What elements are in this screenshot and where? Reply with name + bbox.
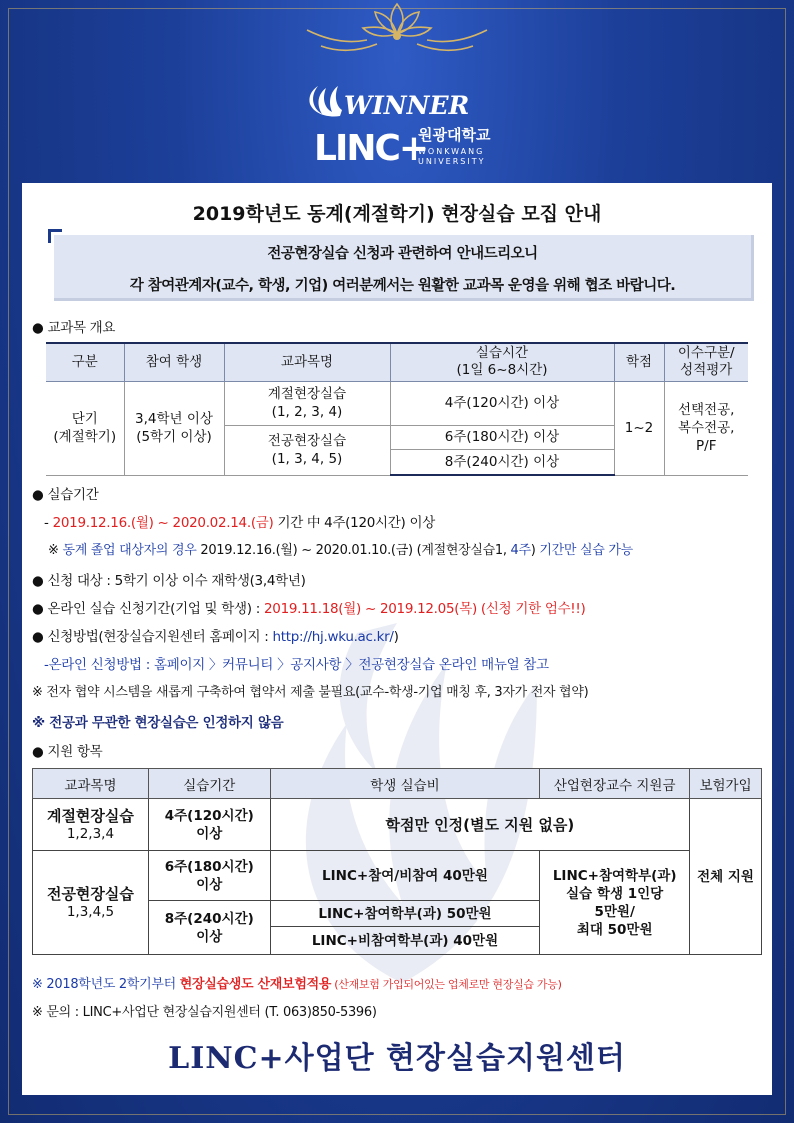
contract-note: ※ 전자 협약 시스템을 새롭게 구축하여 협약서 제출 불필요(교수-학생-기업 매칭 후, 3자가 전자 협약) (32, 685, 589, 700)
content-panel (22, 183, 772, 1095)
support-table (32, 768, 762, 955)
method-path-line: -온라인 신청방법 : 홈페이지 〉커뮤니티 〉공지사항 〉전공현장실습 온라인 매뉴얼 참고 (44, 657, 549, 673)
ov-cell-students: 3,4학년 이상 (5학기 이상) (124, 381, 224, 475)
sp-header-course: 교과목명 (33, 769, 149, 799)
svg-text:WONKWANG: WONKWANG (418, 147, 485, 156)
sp-header-prof: 산업현장교수 지원금 (540, 769, 690, 799)
method-line: ● 신청방법(현장실습지원센터 홈페이지 : http://hj.wku.ac.kr/) (32, 629, 399, 645)
homepage-link[interactable]: http://hj.wku.ac.kr/ (272, 629, 394, 645)
ov-cell-credit: 1~2 (614, 381, 664, 475)
page-title: 2019학년도 동계(계절학기) 현장실습 모집 안내 (192, 203, 602, 225)
ornament-flower-icon (297, 0, 497, 60)
sp-fee-credit-only: 학점만 인정(별도 지원 없음) (270, 799, 689, 851)
winter-grad-label: 동계 졸업 대상자의 경우 (62, 543, 197, 558)
sp-prof-support: LINC+참여학부(과) 실습 학생 1인당 5만원/ 최대 50만원 (540, 851, 690, 955)
sp-header-insurance: 보험가입 (690, 769, 762, 799)
sp-fee-8w-participating: LINC+참여학부(과) 50만원 (270, 901, 540, 927)
sp-period-8w: 8주(240시간) 이상 (148, 901, 270, 955)
ov-cell-category: 단기 (계절학기) (46, 381, 124, 475)
svg-text:UNIVERSITY: UNIVERSITY (418, 157, 486, 166)
contact-note: ※ 문의 : LINC+사업단 현장실습지원센터 (T. 063)850-5396) (32, 1005, 377, 1020)
ov-cell-hours-2: 6주(180시간) 이상 (390, 425, 614, 449)
sp-period-6w: 6주(180시간) 이상 (148, 851, 270, 901)
ov-header-course: 교과목명 (224, 343, 390, 381)
sp-insurance: 전체 지원 (690, 799, 762, 955)
ov-header-students: 참여 학생 (124, 343, 224, 381)
svg-text:원광대학교: 원광대학교 (418, 126, 491, 144)
svg-text:WINNER: WINNER (344, 91, 470, 120)
target-line: ● 신청 대상 : 5학기 이상 이수 재학생(3,4학년) (32, 573, 306, 589)
ov-cell-hours-1: 4주(120시간) 이상 (390, 381, 614, 425)
sp-period-4w: 4주(120시간) 이상 (148, 799, 270, 851)
sp-fee-8w-nonparticipating: LINC+비참여학부(과) 40만원 (270, 927, 540, 955)
period-line-1: - 2019.12.16.(월) ~ 2020.02.14.(금) 기간 中 4주(120시간) 이상 (44, 515, 435, 531)
ov-header-hours: 실습시간 (1일 6~8시간) (390, 343, 614, 381)
ov-header-eval: 이수구분/ 성적평가 (664, 343, 748, 381)
online-period-line: ● 온라인 실습 신청기간(기업 및 학생) : 2019.11.18(월) ~ 2019.12.05(목) (신청 기한 엄수!!) (32, 601, 586, 617)
linc-winner-logo (300, 78, 500, 173)
notice-line-1: 전공현장실습 신청과 관련하여 안내드리오니 (267, 246, 538, 262)
ov-cell-eval: 선택전공, 복수전공, P/F (664, 381, 748, 475)
sp-course-1: 계절현장실습 1,2,3,4 (33, 799, 149, 851)
support-heading: ● 지원 항목 (32, 744, 103, 760)
ov-cell-course-1: 계절현장실습 (1, 2, 3, 4) (224, 381, 390, 425)
major-note: ※ 전공과 무관한 현장실습은 인정하지 않음 (32, 715, 284, 731)
ov-header-category: 구분 (46, 343, 124, 381)
corner-mark-icon (48, 229, 62, 243)
sp-header-period: 실습기간 (148, 769, 270, 799)
period-dates: 2019.12.16.(월) ~ 2020.02.14.(금) (52, 515, 274, 531)
overview-heading: ● 교과목 개요 (32, 320, 116, 336)
footer-org-name: LINC+사업단 현장실습지원센터 (168, 1041, 626, 1076)
overview-table (46, 342, 748, 476)
insurance-note: ※ 2018학년도 2학기부터 현장실습생도 산재보험적용 (산재보험 가입되어있는 업체로만 현장실습 가능) (32, 977, 562, 992)
online-dates: 2019.11.18(월) ~ 2019.12.05(목) (263, 601, 477, 617)
period-heading: ● 실습기간 (32, 487, 99, 503)
ov-cell-course-2: 전공현장실습 (1, 3, 4, 5) (224, 425, 390, 475)
period-line-2: ※ 동계 졸업 대상자의 경우 2019.12.16.(월) ~ 2020.01.10.(금) (계절현장실습1, 4주) 기간만 실습 가능 (48, 543, 633, 558)
ov-cell-hours-3: 8주(240시간) 이상 (390, 449, 614, 475)
notice-line-2: 각 참여관계자(교수, 학생, 기업) 여러분께서는 원활한 교과목 운영을 위해 협조 바랍니다. (129, 278, 676, 294)
svg-text:LINC+: LINC+ (314, 128, 428, 169)
sp-course-2: 전공현장실습 1,3,4,5 (33, 851, 149, 955)
sp-fee-6w: LINC+참여/비참여 40만원 (270, 851, 540, 901)
sp-header-fee: 학생 실습비 (270, 769, 540, 799)
period-only-label: 기간만 실습 가능 (539, 543, 633, 558)
ov-header-credit: 학점 (614, 343, 664, 381)
notice-box (54, 235, 754, 301)
